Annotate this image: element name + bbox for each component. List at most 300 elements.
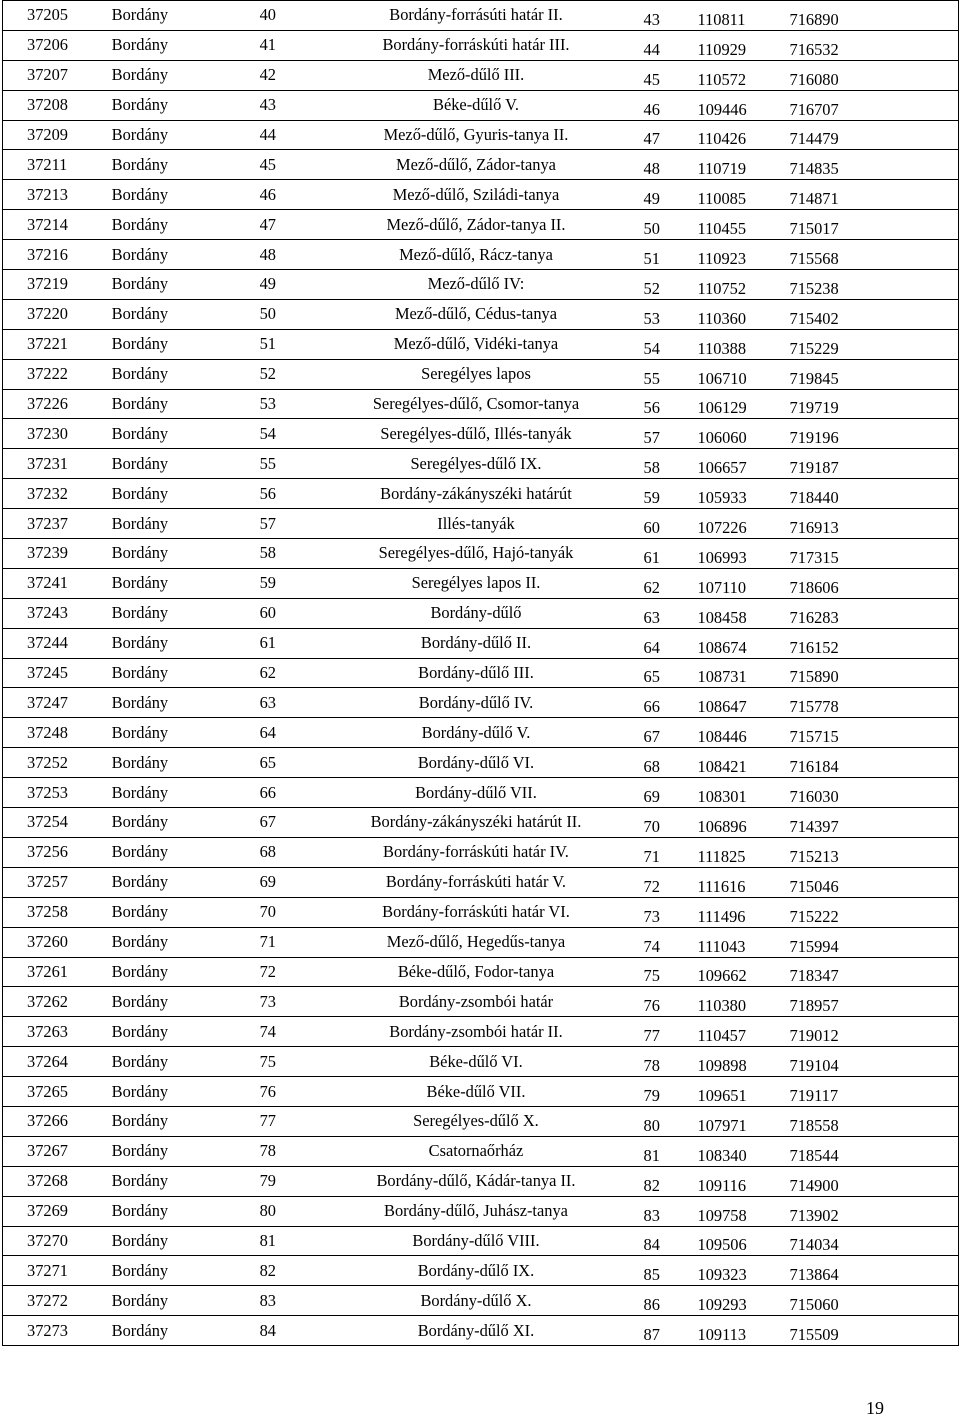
site-name: Bordány-dűlő VIII. [412, 1230, 540, 1250]
site-name: Seregélyes-dűlő, Hajó-tanyák [378, 543, 574, 563]
row-right-cell [627, 1136, 959, 1166]
row-right-cell [627, 30, 959, 60]
settlement-name: Bordány [111, 1260, 169, 1280]
coordinate-x: 110380 [697, 996, 747, 1016]
site-name: Illés-tanyák [437, 513, 515, 533]
row-left-cell [3, 299, 627, 329]
table-row [3, 1017, 959, 1047]
row-index: 66 [643, 697, 660, 717]
table-row [3, 270, 959, 300]
row-left-cell [3, 60, 627, 90]
site-code: 37241 [27, 573, 68, 593]
settlement-name: Bordány [111, 304, 169, 324]
site-number: 66 [259, 782, 276, 802]
site-name: Bordány-forráskúti határ IV. [383, 842, 569, 862]
coordinate-y: 718440 [789, 488, 839, 508]
site-number: 55 [259, 453, 276, 473]
table-row [3, 120, 959, 150]
site-number: 77 [259, 1111, 276, 1131]
coordinate-y: 713864 [789, 1265, 839, 1285]
site-number: 46 [259, 184, 276, 204]
coordinate-x: 108731 [697, 667, 747, 687]
settlement-name: Bordány [111, 1201, 169, 1221]
settlement-name: Bordány [111, 722, 169, 742]
coordinate-y: 714835 [789, 159, 839, 179]
site-code: 37214 [27, 214, 68, 234]
site-name: Bordány-dűlő V. [421, 722, 531, 742]
table-row [3, 1316, 959, 1346]
row-left-cell [3, 359, 627, 389]
row-left-cell [3, 1286, 627, 1316]
site-name: Bordány-dűlő XI. [417, 1320, 535, 1340]
site-name: Mező-dűlő III. [427, 65, 525, 85]
site-name: Bordány-dűlő [430, 603, 522, 623]
site-code: 37264 [27, 1051, 68, 1071]
coordinate-x: 106993 [697, 547, 747, 567]
site-name: Béke-dűlő VII. [426, 1081, 526, 1101]
coordinate-x: 110457 [697, 1026, 747, 1046]
row-left-cell [3, 210, 627, 240]
row-right-cell [627, 359, 959, 389]
coordinate-y: 719845 [789, 368, 839, 388]
coordinate-x: 109506 [697, 1235, 747, 1255]
row-index: 60 [643, 518, 660, 538]
row-index: 62 [643, 577, 660, 597]
site-name: Bordány-dűlő III. [418, 663, 534, 683]
table-row [3, 150, 959, 180]
coordinate-y: 718957 [789, 996, 839, 1016]
site-code: 37272 [27, 1290, 68, 1310]
row-index: 44 [643, 39, 660, 59]
site-code: 37207 [27, 65, 68, 85]
coordinate-x: 111616 [697, 876, 746, 896]
row-index: 46 [643, 99, 660, 119]
coordinate-x: 108458 [697, 607, 747, 627]
row-index: 76 [643, 996, 660, 1016]
settlement-name: Bordány [111, 752, 169, 772]
row-left-cell [3, 329, 627, 359]
site-name: Bordány-forráskúti határ V. [385, 872, 567, 892]
coordinate-y: 714479 [789, 129, 839, 149]
coordinate-y: 715402 [789, 308, 839, 328]
coordinate-y: 719719 [789, 398, 839, 418]
coordinate-x: 111043 [697, 936, 746, 956]
coordinate-y: 715229 [789, 338, 839, 358]
settlement-name: Bordány [111, 95, 169, 115]
settlement-name: Bordány [111, 812, 169, 832]
site-code: 37268 [27, 1171, 68, 1191]
site-code: 37245 [27, 663, 68, 683]
row-right-cell [627, 628, 959, 658]
row-index: 67 [643, 727, 660, 747]
site-name: Mező-dűlő, Rácz-tanya [399, 244, 553, 264]
site-code: 37211 [27, 154, 68, 174]
row-right-cell [627, 1316, 959, 1346]
table-row [3, 1166, 959, 1196]
row-right-cell [627, 897, 959, 927]
coordinate-y: 715715 [789, 727, 839, 747]
row-index: 59 [643, 488, 660, 508]
site-code: 37258 [27, 902, 68, 922]
row-right-cell [627, 419, 959, 449]
site-code: 37271 [27, 1260, 68, 1280]
row-left-cell [3, 479, 627, 509]
coordinate-x: 106896 [697, 816, 747, 836]
site-name: Seregélyes-dűlő, Csomor-tanya [372, 394, 580, 414]
site-number: 43 [259, 95, 276, 115]
table-row [3, 808, 959, 838]
coordinate-y: 715238 [789, 278, 839, 298]
site-code: 37220 [27, 304, 68, 324]
row-index: 85 [643, 1265, 660, 1285]
table-row [3, 329, 959, 359]
row-right-cell [627, 688, 959, 718]
row-left-cell [3, 90, 627, 120]
coordinate-y: 719012 [789, 1026, 839, 1046]
row-right-cell [627, 60, 959, 90]
site-name: Bordány-zsombói határ [398, 991, 554, 1011]
row-right-cell [627, 837, 959, 867]
site-number: 62 [259, 663, 276, 683]
settlement-name: Bordány [111, 1171, 169, 1191]
site-number: 52 [259, 364, 276, 384]
table-row [3, 1136, 959, 1166]
table-row [3, 658, 959, 688]
row-index: 53 [643, 308, 660, 328]
site-number: 45 [259, 154, 276, 174]
settlement-name: Bordány [111, 991, 169, 1011]
row-right-cell [627, 509, 959, 539]
row-index: 63 [643, 607, 660, 627]
site-number: 79 [259, 1171, 276, 1191]
coordinate-x: 108340 [697, 1145, 747, 1165]
table-row [3, 987, 959, 1017]
row-right-cell [627, 270, 959, 300]
row-index: 54 [643, 338, 660, 358]
site-code: 37263 [27, 1021, 68, 1041]
site-code: 37270 [27, 1230, 68, 1250]
coordinate-y: 715046 [789, 876, 839, 896]
settlement-name: Bordány [111, 603, 169, 623]
site-code: 37273 [27, 1320, 68, 1340]
row-index: 49 [643, 189, 660, 209]
coordinate-y: 716532 [789, 39, 839, 59]
coordinate-x: 109113 [697, 1325, 747, 1345]
site-name: Bordány-forráskúti határ III. [382, 35, 570, 55]
table-body [3, 1, 959, 1346]
coordinate-x: 110719 [697, 159, 747, 179]
site-code: 37262 [27, 991, 68, 1011]
coordinate-x: 109651 [697, 1085, 747, 1105]
site-number: 75 [259, 1051, 276, 1071]
site-code: 37248 [27, 722, 68, 742]
row-index: 84 [643, 1235, 660, 1255]
coordinate-x: 109898 [697, 1056, 747, 1076]
row-right-cell [627, 180, 959, 210]
row-right-cell [627, 658, 959, 688]
settlement-name: Bordány [111, 65, 169, 85]
row-left-cell [3, 658, 627, 688]
coordinate-y: 716080 [789, 69, 839, 89]
table-row [3, 30, 959, 60]
row-index: 78 [643, 1056, 660, 1076]
row-right-cell [627, 957, 959, 987]
site-name: Bordány-zákányszéki határút [380, 483, 572, 503]
row-right-cell [627, 1226, 959, 1256]
row-index: 64 [643, 637, 660, 657]
row-right-cell [627, 1106, 959, 1136]
coordinate-x: 110572 [697, 69, 747, 89]
row-index: 75 [643, 966, 660, 986]
coordinate-y: 718558 [789, 1115, 839, 1135]
row-left-cell [3, 867, 627, 897]
row-index: 58 [643, 458, 660, 478]
row-index: 73 [643, 906, 660, 926]
site-code: 37256 [27, 842, 68, 862]
settlement-name: Bordány [111, 1320, 169, 1340]
coordinate-y: 718347 [789, 966, 839, 986]
site-code: 37266 [27, 1111, 68, 1131]
coordinate-y: 718544 [789, 1145, 839, 1165]
row-right-cell [627, 240, 959, 270]
settlement-name: Bordány [111, 274, 169, 294]
site-name: Bordány-dűlő X. [420, 1290, 532, 1310]
site-code: 37254 [27, 812, 68, 832]
row-right-cell [627, 1017, 959, 1047]
site-code: 37260 [27, 932, 68, 952]
site-code: 37243 [27, 603, 68, 623]
row-left-cell [3, 628, 627, 658]
row-left-cell [3, 598, 627, 628]
settlement-name: Bordány [111, 782, 169, 802]
coordinate-x: 108301 [697, 787, 747, 807]
row-left-cell [3, 748, 627, 778]
row-right-cell [627, 748, 959, 778]
coordinate-x: 110388 [697, 338, 747, 358]
site-name: Bordány-zsombói határ II. [389, 1021, 563, 1041]
site-name: Bordány-forrásúti határ II. [389, 5, 563, 25]
site-number: 83 [259, 1290, 276, 1310]
site-name: Bordány-dűlő, Kádár-tanya II. [376, 1171, 576, 1191]
row-index: 57 [643, 428, 660, 448]
row-right-cell [627, 1047, 959, 1077]
site-name: Bordány-zákányszéki határút II. [370, 812, 582, 832]
row-index: 52 [643, 278, 660, 298]
row-index: 68 [643, 757, 660, 777]
coordinate-x: 106129 [697, 398, 747, 418]
site-number: 78 [259, 1141, 276, 1161]
site-table-container [2, 0, 958, 1346]
site-name: Béke-dűlő, Fodor-tanya [397, 961, 555, 981]
row-left-cell [3, 927, 627, 957]
site-name: Csatornaőrház [428, 1141, 524, 1161]
site-name: Mező-dűlő, Cédus-tanya [394, 304, 557, 324]
coordinate-x: 105933 [697, 488, 747, 508]
site-number: 53 [259, 394, 276, 414]
site-number: 63 [259, 692, 276, 712]
row-index: 87 [643, 1325, 660, 1345]
table-row [3, 867, 959, 897]
coordinate-y: 719187 [789, 458, 839, 478]
row-index: 86 [643, 1295, 660, 1315]
settlement-name: Bordány [111, 35, 169, 55]
coordinate-x: 109662 [697, 966, 747, 986]
row-right-cell [627, 329, 959, 359]
site-name: Bordány-dűlő VII. [415, 782, 537, 802]
site-number: 81 [259, 1230, 276, 1250]
site-number: 73 [259, 991, 276, 1011]
site-code: 37221 [27, 334, 68, 354]
row-left-cell [3, 1316, 627, 1346]
site-code: 37226 [27, 394, 68, 414]
coordinate-y: 716152 [789, 637, 839, 657]
site-number: 51 [259, 334, 276, 354]
coordinate-x: 109293 [697, 1295, 747, 1315]
coordinate-y: 717315 [789, 547, 839, 567]
site-number: 60 [259, 603, 276, 623]
site-number: 67 [259, 812, 276, 832]
table-row [3, 688, 959, 718]
table-row [3, 240, 959, 270]
settlement-name: Bordány [111, 1230, 169, 1250]
settlement-name: Bordány [111, 872, 169, 892]
row-left-cell [3, 1017, 627, 1047]
coordinate-x: 110929 [697, 39, 747, 59]
site-number: 76 [259, 1081, 276, 1101]
row-left-cell [3, 1047, 627, 1077]
coordinate-x: 107971 [697, 1115, 747, 1135]
site-number: 41 [259, 35, 276, 55]
site-number: 59 [259, 573, 276, 593]
row-left-cell [3, 1106, 627, 1136]
table-row [3, 1196, 959, 1226]
site-number: 69 [259, 872, 276, 892]
settlement-name: Bordány [111, 1081, 169, 1101]
table-row [3, 90, 959, 120]
coordinate-x: 110426 [697, 129, 747, 149]
settlement-name: Bordány [111, 125, 169, 144]
row-right-cell [627, 1286, 959, 1316]
row-right-cell [627, 568, 959, 598]
coordinate-y: 719117 [789, 1085, 839, 1105]
coordinate-x: 110752 [697, 278, 747, 298]
coordinate-x: 110360 [697, 308, 747, 328]
table-row [3, 1256, 959, 1286]
site-name: Mező-dűlő, Hegedűs-tanya [386, 932, 566, 952]
coordinate-y: 715213 [789, 846, 839, 866]
row-index: 74 [643, 936, 660, 956]
coordinate-y: 714900 [789, 1175, 839, 1195]
row-left-cell [3, 1077, 627, 1107]
row-left-cell [3, 509, 627, 539]
site-number: 68 [259, 842, 276, 862]
site-code: 37222 [27, 364, 68, 384]
coordinate-x: 109323 [697, 1265, 747, 1285]
row-left-cell [3, 449, 627, 479]
row-left-cell [3, 1226, 627, 1256]
coordinate-x: 111825 [697, 846, 746, 866]
settlement-name: Bordány [111, 154, 169, 174]
site-code: 37267 [27, 1141, 68, 1161]
coordinate-x: 109758 [697, 1205, 747, 1225]
site-code: 37257 [27, 872, 68, 892]
coordinate-y: 713902 [789, 1205, 839, 1225]
row-left-cell [3, 957, 627, 987]
settlement-name: Bordány [111, 244, 169, 264]
coordinate-y: 715222 [789, 906, 839, 926]
table-row [3, 628, 959, 658]
table-row [3, 1106, 959, 1136]
table-row [3, 60, 959, 90]
row-index: 71 [643, 846, 660, 866]
site-name: Bordány-forráskúti határ VI. [382, 902, 570, 922]
coordinate-y: 715994 [789, 936, 839, 956]
coordinate-y: 716890 [789, 9, 839, 29]
site-code: 37261 [27, 961, 68, 981]
site-number: 70 [259, 902, 276, 922]
coordinate-y: 714397 [789, 816, 839, 836]
row-left-cell [3, 1, 627, 31]
row-right-cell [627, 867, 959, 897]
coordinate-x: 107110 [697, 577, 747, 597]
settlement-name: Bordány [111, 453, 169, 473]
site-number: 74 [259, 1021, 276, 1041]
row-right-cell [627, 1196, 959, 1226]
site-number: 80 [259, 1201, 276, 1221]
row-right-cell [627, 479, 959, 509]
table-row [3, 419, 959, 449]
site-code: 37216 [27, 244, 68, 264]
site-number: 65 [259, 752, 276, 772]
coordinate-x: 108446 [697, 727, 747, 747]
coordinate-y: 716184 [789, 757, 839, 777]
site-code: 37231 [27, 453, 68, 473]
site-number: 57 [259, 513, 276, 533]
settlement-name: Bordány [111, 423, 169, 443]
site-code: 37213 [27, 184, 68, 204]
row-index: 70 [643, 816, 660, 836]
site-code: 37237 [27, 513, 68, 533]
site-number: 82 [259, 1260, 276, 1280]
settlement-name: Bordány [111, 932, 169, 952]
table-row [3, 449, 959, 479]
site-name: Seregélyes lapos II. [411, 573, 541, 593]
settlement-name: Bordány [111, 842, 169, 862]
table-row [3, 509, 959, 539]
site-name: Béke-dűlő V. [433, 95, 519, 115]
settlement-name: Bordány [111, 692, 169, 712]
row-index: 79 [643, 1085, 660, 1105]
coordinate-x: 109446 [697, 99, 747, 119]
coordinate-x: 106710 [697, 368, 747, 388]
coordinate-y: 715890 [789, 667, 839, 687]
row-index: 45 [643, 69, 660, 89]
site-code: 37244 [27, 633, 68, 653]
table-row [3, 598, 959, 628]
settlement-name: Bordány [111, 334, 169, 354]
row-index: 61 [643, 547, 660, 567]
row-left-cell [3, 30, 627, 60]
coordinate-y: 719196 [789, 428, 839, 448]
row-index: 82 [643, 1175, 660, 1195]
row-left-cell [3, 837, 627, 867]
site-code: 37247 [27, 692, 68, 712]
row-index: 81 [643, 1145, 660, 1165]
site-code: 37232 [27, 483, 68, 503]
row-right-cell [627, 539, 959, 569]
row-index: 80 [643, 1115, 660, 1135]
row-right-cell [627, 120, 959, 150]
